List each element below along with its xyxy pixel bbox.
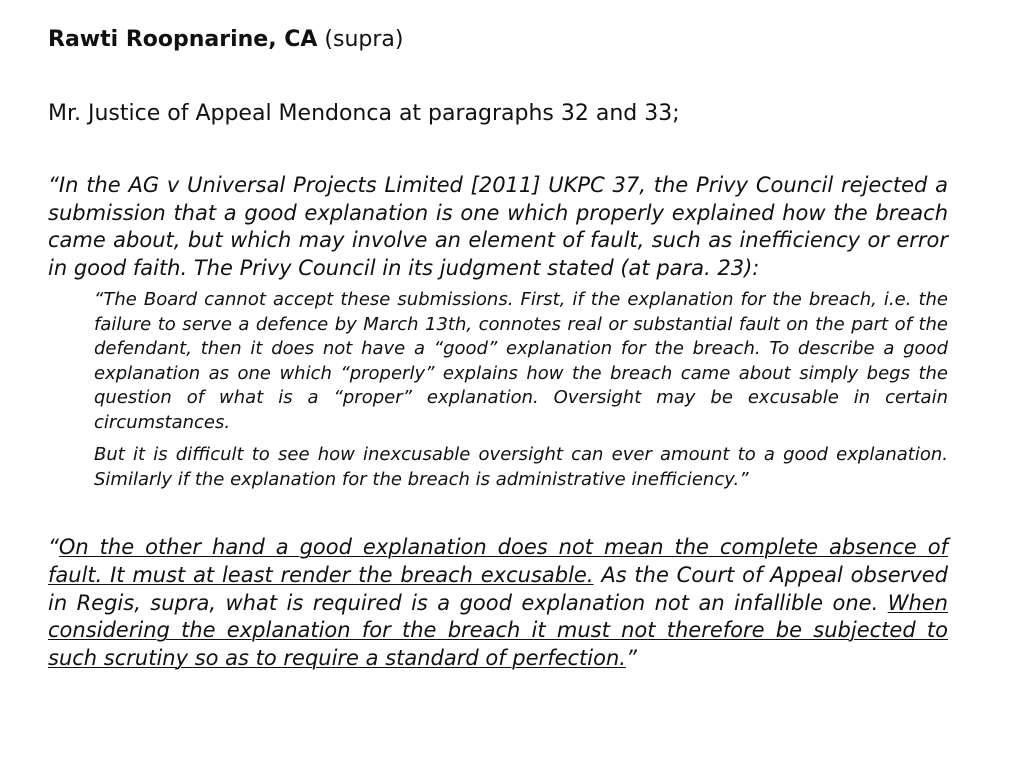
final-quotation-open-quote: “ [48,535,59,560]
document-page [48,24,948,672]
final-quotation [48,534,948,672]
case-heading [48,24,948,56]
final-quotation-plain-1: As the Court of Appeal observed in Regis, supra, what is required is a good explanation not an infallible one. [48,562,948,615]
judge-reference: Mr. Justice of Appeal Mendonca at paragraphs 32 and 33; [48,101,680,126]
case-name: Rawti Roopnarine, CA [48,27,318,52]
block-quote-paragraph-2: But it is difficult to see how inexcusable oversight can ever amount to a good explanation. Similarly if the explanation for the breach is administrative inefficiency.” [94,444,948,490]
case-name-suffix: (supra) [317,27,404,52]
final-quotation-underlined-1: On the other hand a good explanation does not mean the complete absence of fault. It must at least render the breach excusable. [48,535,948,587]
final-quotation-underlined-2: When considering the explanation for the breach it must not therefore be subjected to such scrutiny so as to require a standard of perfection. [48,590,948,670]
block-quote-paragraph-1: “The Board cannot accept these submissions. First, if the explanation for the breach, i.e. the failure to serve a defence by March 13th, connotes real or substantial fault on the part of the defendant, then it does not have a “good” explanation for the breach. To describe a good explanation as one which “properly” explains how the breach came about simply begs the question of what is a “proper” explanation. Oversight may be excusable in certain circumstances. [94,289,948,433]
main-quotation: “In the AG v Universal Projects Limited [2011] UKPC 37, the Privy Council rejected a submission that a good explanation is one which properly explained how the breach came about, but which may involve an element of fault, such as inefficiency or error in good faith. The Privy Council in its judgment stated (at para. 23): [48,173,948,280]
final-quotation-close-quote: ” [625,645,637,670]
